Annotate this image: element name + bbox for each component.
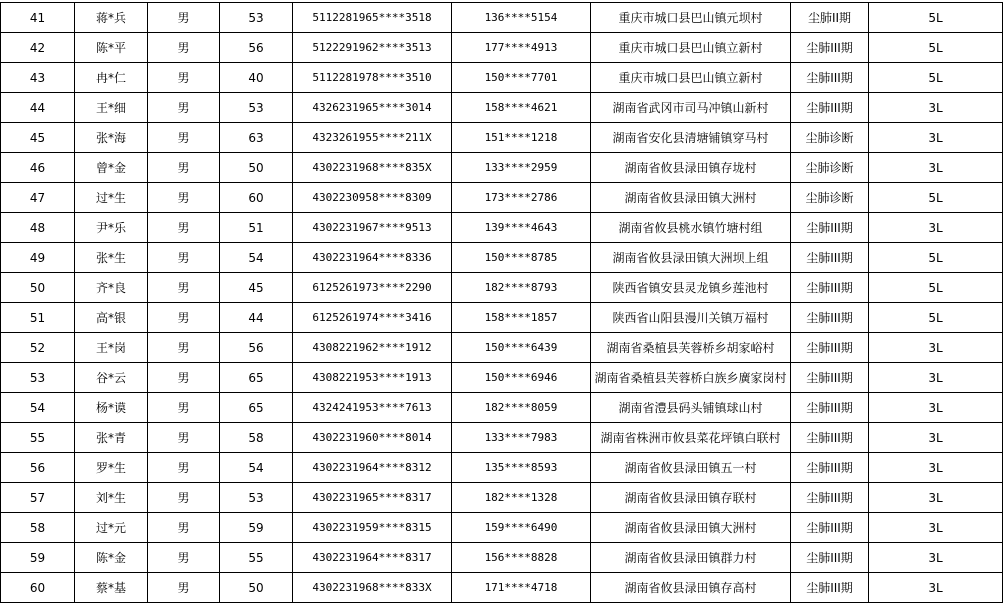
row-number-cell[interactable]: 59 [1, 543, 75, 573]
id-number-cell[interactable]: 4302231968****833X [293, 573, 452, 603]
amount-cell[interactable]: 5L [869, 243, 1003, 273]
row-number-cell[interactable]: 57 [1, 483, 75, 513]
id-number-cell[interactable]: 4302231964****8317 [293, 543, 452, 573]
gender-cell[interactable]: 男 [148, 153, 220, 183]
row-number-cell[interactable]: 42 [1, 33, 75, 63]
amount-cell[interactable]: 3L [869, 213, 1003, 243]
row-number-cell[interactable]: 50 [1, 273, 75, 303]
name-cell[interactable]: 蔡*基 [75, 573, 148, 603]
row-number-cell[interactable]: 58 [1, 513, 75, 543]
amount-cell[interactable]: 3L [869, 453, 1003, 483]
phone-cell[interactable]: 171****4718 [452, 573, 591, 603]
age-cell[interactable]: 58 [220, 423, 293, 453]
phone-cell[interactable]: 150****8785 [452, 243, 591, 273]
table-row [1, 33, 1003, 63]
diagnosis-stage-cell[interactable]: 尘肺III期 [791, 483, 869, 513]
row-number-cell[interactable]: 55 [1, 423, 75, 453]
amount-cell[interactable]: 3L [869, 423, 1003, 453]
age-cell[interactable]: 50 [220, 153, 293, 183]
address-cell[interactable]: 湖南省攸县渌田镇存联村 [591, 483, 791, 513]
gender-cell[interactable]: 男 [148, 393, 220, 423]
age-cell[interactable]: 60 [220, 183, 293, 213]
phone-cell[interactable]: 150****6439 [452, 333, 591, 363]
row-number-cell[interactable]: 41 [1, 3, 75, 33]
diagnosis-stage-cell[interactable]: 尘肺III期 [791, 453, 869, 483]
id-number-cell[interactable]: 4302231967****9513 [293, 213, 452, 243]
amount-cell[interactable]: 5L [869, 3, 1003, 33]
id-number-cell[interactable]: 4323261955****211X [293, 123, 452, 153]
phone-cell[interactable]: 173****2786 [452, 183, 591, 213]
id-number-cell[interactable]: 4302231968****835X [293, 153, 452, 183]
diagnosis-stage-cell[interactable]: 尘肺III期 [791, 393, 869, 423]
gender-cell[interactable]: 男 [148, 63, 220, 93]
diagnosis-stage-cell[interactable]: 尘肺诊断 [791, 153, 869, 183]
address-cell[interactable]: 湖南省澧县码头铺镇球山村 [591, 393, 791, 423]
diagnosis-stage-cell[interactable]: 尘肺III期 [791, 363, 869, 393]
gender-cell[interactable]: 男 [148, 243, 220, 273]
address-cell[interactable]: 湖南省攸县渌田镇存高村 [591, 573, 791, 603]
id-number-cell[interactable]: 4324241953****7613 [293, 393, 452, 423]
name-cell[interactable]: 曾*金 [75, 153, 148, 183]
name-cell[interactable]: 张*生 [75, 243, 148, 273]
table-row [1, 393, 1003, 423]
name-cell[interactable]: 过*生 [75, 183, 148, 213]
row-number-cell[interactable]: 47 [1, 183, 75, 213]
table-row [1, 153, 1003, 183]
phone-cell[interactable]: 133****2959 [452, 153, 591, 183]
diagnosis-stage-cell[interactable]: 尘肺III期 [791, 543, 869, 573]
amount-cell[interactable]: 3L [869, 543, 1003, 573]
diagnosis-stage-cell[interactable]: 尘肺III期 [791, 273, 869, 303]
name-cell[interactable]: 刘*生 [75, 483, 148, 513]
name-cell[interactable]: 谷*云 [75, 363, 148, 393]
phone-cell[interactable]: 151****1218 [452, 123, 591, 153]
address-cell[interactable]: 湖南省攸县渌田镇五一村 [591, 453, 791, 483]
diagnosis-stage-cell[interactable]: 尘肺III期 [791, 213, 869, 243]
gender-cell[interactable]: 男 [148, 273, 220, 303]
name-cell[interactable]: 王*细 [75, 93, 148, 123]
table-row [1, 483, 1003, 513]
id-number-cell[interactable]: 4302231960****8014 [293, 423, 452, 453]
table-row [1, 273, 1003, 303]
row-number-cell[interactable]: 45 [1, 123, 75, 153]
table-row [1, 123, 1003, 153]
table-row [1, 453, 1003, 483]
row-number-cell[interactable]: 46 [1, 153, 75, 183]
address-cell[interactable]: 重庆市城口县巴山镇立新村 [591, 63, 791, 93]
amount-cell[interactable]: 3L [869, 123, 1003, 153]
table-body [1, 3, 1003, 603]
table-row [1, 423, 1003, 453]
id-number-cell[interactable]: 4302231964****8312 [293, 453, 452, 483]
phone-cell[interactable]: 139****4643 [452, 213, 591, 243]
amount-cell[interactable]: 3L [869, 513, 1003, 543]
age-cell[interactable]: 59 [220, 513, 293, 543]
id-number-cell[interactable]: 4302231965****8317 [293, 483, 452, 513]
diagnosis-stage-cell[interactable]: 尘肺III期 [791, 63, 869, 93]
gender-cell[interactable]: 男 [148, 123, 220, 153]
gender-cell[interactable]: 男 [148, 303, 220, 333]
address-cell[interactable]: 湖南省攸县渌田镇大洲村 [591, 183, 791, 213]
row-number-cell[interactable]: 54 [1, 393, 75, 423]
address-cell[interactable]: 陕西省山阳县漫川关镇万福村 [591, 303, 791, 333]
address-cell[interactable]: 湖南省攸县渌田镇存垅村 [591, 153, 791, 183]
gender-cell[interactable]: 男 [148, 183, 220, 213]
amount-cell[interactable]: 3L [869, 483, 1003, 513]
row-number-cell[interactable]: 51 [1, 303, 75, 333]
age-cell[interactable]: 53 [220, 483, 293, 513]
id-number-cell[interactable]: 4302231959****8315 [293, 513, 452, 543]
age-cell[interactable]: 65 [220, 363, 293, 393]
id-number-cell[interactable]: 6125261973****2290 [293, 273, 452, 303]
amount-cell[interactable]: 3L [869, 573, 1003, 603]
diagnosis-stage-cell[interactable]: 尘肺III期 [791, 513, 869, 543]
address-cell[interactable]: 湖南省攸县渌田镇群力村 [591, 543, 791, 573]
amount-cell[interactable]: 3L [869, 333, 1003, 363]
age-cell[interactable]: 54 [220, 243, 293, 273]
id-number-cell[interactable]: 4302231964****8336 [293, 243, 452, 273]
age-cell[interactable]: 53 [220, 93, 293, 123]
name-cell[interactable]: 王*岗 [75, 333, 148, 363]
phone-cell[interactable]: 150****6946 [452, 363, 591, 393]
amount-cell[interactable]: 3L [869, 93, 1003, 123]
id-number-cell[interactable]: 4308221953****1913 [293, 363, 452, 393]
name-cell[interactable]: 高*银 [75, 303, 148, 333]
age-cell[interactable]: 40 [220, 63, 293, 93]
amount-cell[interactable]: 5L [869, 183, 1003, 213]
phone-cell[interactable]: 156****8828 [452, 543, 591, 573]
gender-cell[interactable]: 男 [148, 3, 220, 33]
diagnosis-stage-cell[interactable]: 尘肺III期 [791, 33, 869, 63]
address-cell[interactable]: 湖南省桑植县芙蓉桥乡胡家峪村 [591, 333, 791, 363]
table-row [1, 243, 1003, 273]
amount-cell[interactable]: 3L [869, 393, 1003, 423]
id-number-cell[interactable]: 4302230958****8309 [293, 183, 452, 213]
id-number-cell[interactable]: 5112281978****3510 [293, 63, 452, 93]
table-row [1, 333, 1003, 363]
name-cell[interactable]: 尹*乐 [75, 213, 148, 243]
address-cell[interactable]: 重庆市城口县巴山镇元坝村 [591, 3, 791, 33]
amount-cell[interactable]: 3L [869, 363, 1003, 393]
name-cell[interactable]: 陈*平 [75, 33, 148, 63]
phone-cell[interactable]: 136****5154 [452, 3, 591, 33]
gender-cell[interactable]: 男 [148, 213, 220, 243]
table-row [1, 183, 1003, 213]
name-cell[interactable]: 张*青 [75, 423, 148, 453]
address-cell[interactable]: 湖南省攸县渌田镇大洲坝上组 [591, 243, 791, 273]
address-cell[interactable]: 陕西省镇安县灵龙镇乡莲池村 [591, 273, 791, 303]
phone-cell[interactable]: 133****7983 [452, 423, 591, 453]
address-cell[interactable]: 湖南省攸县渌田镇大洲村 [591, 513, 791, 543]
table-row [1, 63, 1003, 93]
address-cell[interactable]: 湖南省株洲市攸县菜花坪镇白联村 [591, 423, 791, 453]
age-cell[interactable]: 51 [220, 213, 293, 243]
age-cell[interactable]: 50 [220, 573, 293, 603]
table-row [1, 513, 1003, 543]
row-number-cell[interactable]: 60 [1, 573, 75, 603]
age-cell[interactable]: 56 [220, 333, 293, 363]
phone-cell[interactable]: 182****8793 [452, 273, 591, 303]
address-cell[interactable]: 湖南省桑植县芙蓉桥白族乡廣家岗村 [591, 363, 791, 393]
name-cell[interactable]: 杨*谟 [75, 393, 148, 423]
gender-cell[interactable]: 男 [148, 333, 220, 363]
diagnosis-stage-cell[interactable]: 尘肺III期 [791, 333, 869, 363]
row-number-cell[interactable]: 48 [1, 213, 75, 243]
gender-cell[interactable]: 男 [148, 483, 220, 513]
gender-cell[interactable]: 男 [148, 453, 220, 483]
gender-cell[interactable]: 男 [148, 513, 220, 543]
table-row [1, 543, 1003, 573]
table-row [1, 213, 1003, 243]
gender-cell[interactable]: 男 [148, 573, 220, 603]
name-cell[interactable]: 张*海 [75, 123, 148, 153]
address-cell[interactable]: 湖南省攸县桃水镇竹塘村组 [591, 213, 791, 243]
address-cell[interactable]: 重庆市城口县巴山镇立新村 [591, 33, 791, 63]
id-number-cell[interactable]: 5122291962****3513 [293, 33, 452, 63]
name-cell[interactable]: 陈*金 [75, 543, 148, 573]
table-row [1, 573, 1003, 603]
table-row [1, 363, 1003, 393]
phone-cell[interactable]: 159****6490 [452, 513, 591, 543]
patient-table [0, 2, 1003, 603]
table-row [1, 3, 1003, 33]
diagnosis-stage-cell[interactable]: 尘肺诊断 [791, 183, 869, 213]
diagnosis-stage-cell[interactable]: 尘肺诊断 [791, 123, 869, 153]
gender-cell[interactable]: 男 [148, 93, 220, 123]
diagnosis-stage-cell[interactable]: 尘肺III期 [791, 573, 869, 603]
id-number-cell[interactable]: 4326231965****3014 [293, 93, 452, 123]
id-number-cell[interactable]: 6125261974****3416 [293, 303, 452, 333]
gender-cell[interactable]: 男 [148, 543, 220, 573]
age-cell[interactable]: 45 [220, 273, 293, 303]
id-number-cell[interactable]: 4308221962****1912 [293, 333, 452, 363]
name-cell[interactable]: 罗*生 [75, 453, 148, 483]
age-cell[interactable]: 63 [220, 123, 293, 153]
address-cell[interactable]: 湖南省武冈市司马冲镇山新村 [591, 93, 791, 123]
table-row [1, 93, 1003, 123]
phone-cell[interactable]: 158****1857 [452, 303, 591, 333]
diagnosis-stage-cell[interactable]: 尘肺III期 [791, 243, 869, 273]
name-cell[interactable]: 过*元 [75, 513, 148, 543]
diagnosis-stage-cell[interactable]: 尘肺III期 [791, 93, 869, 123]
phone-cell[interactable]: 135****8593 [452, 453, 591, 483]
amount-cell[interactable]: 3L [869, 153, 1003, 183]
age-cell[interactable]: 53 [220, 3, 293, 33]
phone-cell[interactable]: 182****8059 [452, 393, 591, 423]
age-cell[interactable]: 55 [220, 543, 293, 573]
phone-cell[interactable]: 158****4621 [452, 93, 591, 123]
table-row [1, 303, 1003, 333]
name-cell[interactable]: 齐*良 [75, 273, 148, 303]
age-cell[interactable]: 65 [220, 393, 293, 423]
phone-cell[interactable]: 182****1328 [452, 483, 591, 513]
id-number-cell[interactable]: 5112281965****3518 [293, 3, 452, 33]
name-cell[interactable]: 冉*仁 [75, 63, 148, 93]
name-cell[interactable]: 蒋*兵 [75, 3, 148, 33]
amount-cell[interactable]: 5L [869, 63, 1003, 93]
gender-cell[interactable]: 男 [148, 33, 220, 63]
diagnosis-stage-cell[interactable]: 尘肺III期 [791, 423, 869, 453]
phone-cell[interactable]: 177****4913 [452, 33, 591, 63]
row-number-cell[interactable]: 43 [1, 63, 75, 93]
row-number-cell[interactable]: 56 [1, 453, 75, 483]
row-number-cell[interactable]: 49 [1, 243, 75, 273]
row-number-cell[interactable]: 52 [1, 333, 75, 363]
diagnosis-stage-cell[interactable]: 尘肺III期 [791, 303, 869, 333]
row-number-cell[interactable]: 53 [1, 363, 75, 393]
age-cell[interactable]: 56 [220, 33, 293, 63]
gender-cell[interactable]: 男 [148, 423, 220, 453]
address-cell[interactable]: 湖南省安化县清塘铺镇穿马村 [591, 123, 791, 153]
age-cell[interactable]: 54 [220, 453, 293, 483]
phone-cell[interactable]: 150****7701 [452, 63, 591, 93]
age-cell[interactable]: 44 [220, 303, 293, 333]
amount-cell[interactable]: 5L [869, 273, 1003, 303]
diagnosis-stage-cell[interactable]: 尘肺II期 [791, 3, 869, 33]
amount-cell[interactable]: 5L [869, 33, 1003, 63]
gender-cell[interactable]: 男 [148, 363, 220, 393]
row-number-cell[interactable]: 44 [1, 93, 75, 123]
amount-cell[interactable]: 5L [869, 303, 1003, 333]
